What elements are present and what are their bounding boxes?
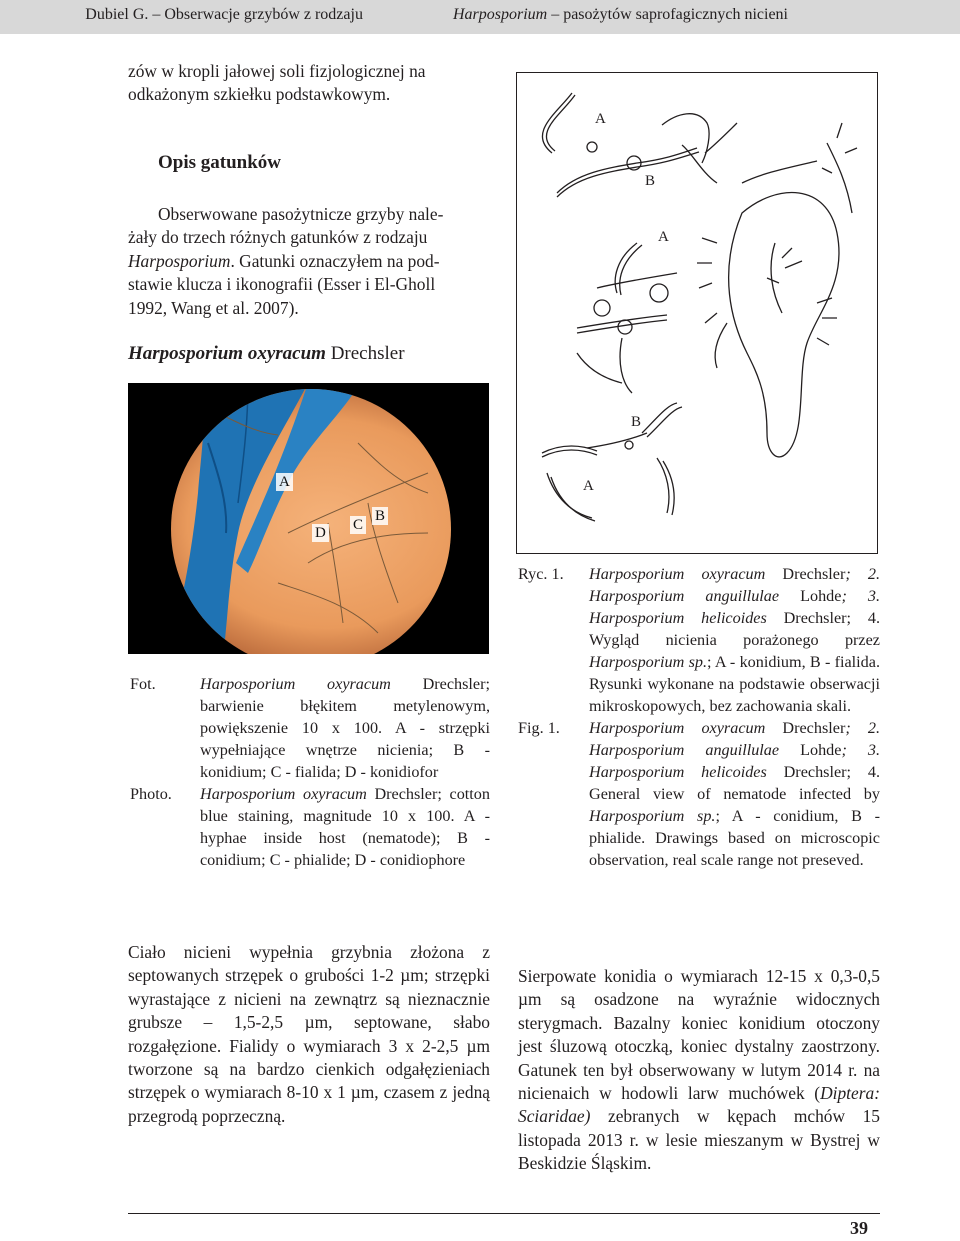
body-paragraph-right: Sierpowate konidia o wymiarach 12-15 x 0,3-0,5 µm są osadzone na wyraźnie widocznych sterygmach. Bazalny koniec konidium otoczony jest śluzową otoczką, koniec dystalny zaostrzony. Gatunek ten był obserwowany w lutym 2014 r. na nicienaich w hodowli larw muchówek (Diptera: Sciaridae) zebranych w kępach mchów 15 listopada 2013 r. w lesie mieszanym w Bystrej w Beskidzie Śląskim. [518, 966, 880, 1174]
running-header-text: Dubiel G. – Obserwacje grzybów z rodzaju Harposporium – pasożytów saprofagicznych nicieni [85, 6, 788, 23]
micrograph-image [128, 383, 489, 654]
micrograph-photo [128, 383, 489, 654]
footer-rule [128, 1213, 880, 1214]
photo-caption [130, 673, 490, 871]
page-number: 39 [850, 1218, 868, 1238]
figure-caption-en: Fig. 1. Harposporium oxyracum Drechsler; 2. Harposporium anguillulae Lohde; 3. Harposporium helicoides Drechsler; 4. General view of nematode infected by Harposporium sp.; A - conidium, B - phialide. Drawings based on microscopic observation, real scale range not preseved. [518, 719, 881, 869]
photo-label-a: A [276, 473, 293, 491]
intro-paragraph: zów w kropli jałowej soli fizjologicznej na odkażonym szkiełku podstawkowym. [128, 61, 426, 104]
body-paragraph-left: Ciało nicieni wypełnia grzybnia złożona z septowanych strzępek o grubości 1-2 µm; strzępki wyrastające z nicieni na zewnątrz są nieznacznie grubsze – 1,5-2,5 µm, septowane, słabo rozgałęzione. Fialidy o wymiarach 3 x 2-2,5 µm tworzone są na bardzo cienkich odgałęzieniach strzępek o wymiarach 8-10 x 1 µm, czasem z jedną przegrodą poprzeczną. [128, 942, 490, 1126]
photo-label-d: D [312, 524, 329, 542]
drawing-label-b-bottom: B [631, 414, 642, 430]
drawing-labels [517, 73, 877, 553]
photo-caption-pl: Fot. Harposporium oxyracum Drechsler; barwienie błękitem metylenowym, powiększenie 10 x 100. A - strzępki wypełniające wnętrze nicienia; B - konidium; C - fialida; D - konidiofor [130, 675, 490, 781]
photo-caption-en: Photo. Harposporium oxyracum Drechsler; cotton blue staining, magnitude 10 x 100. A - hyphae inside host (nematode); B - conidium; C - phialide; D - conidiophore [130, 785, 490, 869]
section-heading: Opis gatunków [158, 152, 282, 173]
drawing-label-a-mid: A [658, 229, 669, 245]
drawing-label-a-top: A [595, 111, 606, 127]
drawing-label-b-top: B [645, 173, 656, 189]
running-header [0, 0, 960, 34]
drawing-label-a-bottom: A [583, 478, 594, 494]
species-paragraph: Obserwowane pasożytnicze grzyby nale- żały do trzech różnych gatunków z rodzaju Harposporium. Gatunki oznaczyłem na pod- stawie klucza i ikonografii (Esser i El-Gholl 1992, Wang et al. 2007). [128, 204, 444, 318]
figure-caption [518, 563, 880, 871]
drawing-figure [516, 72, 878, 554]
figure-caption-pl: Ryc. 1. Harposporium oxyracum Drechsler; 2. Harposporium anguillulae Lohde; 3. Harposporium helicoides Drechsler; 4. Wygląd nicienia porażonego przez Harposporium sp.; A - konidium, B - fialida. Rysunki wykonane na podstawie obserwacji mikroskopowych, bez zachowania skali. [518, 565, 881, 715]
photo-label-c: C [350, 516, 366, 534]
photo-label-b: B [372, 507, 388, 525]
species-title: Harposporium oxyracum Drechsler [128, 343, 405, 364]
